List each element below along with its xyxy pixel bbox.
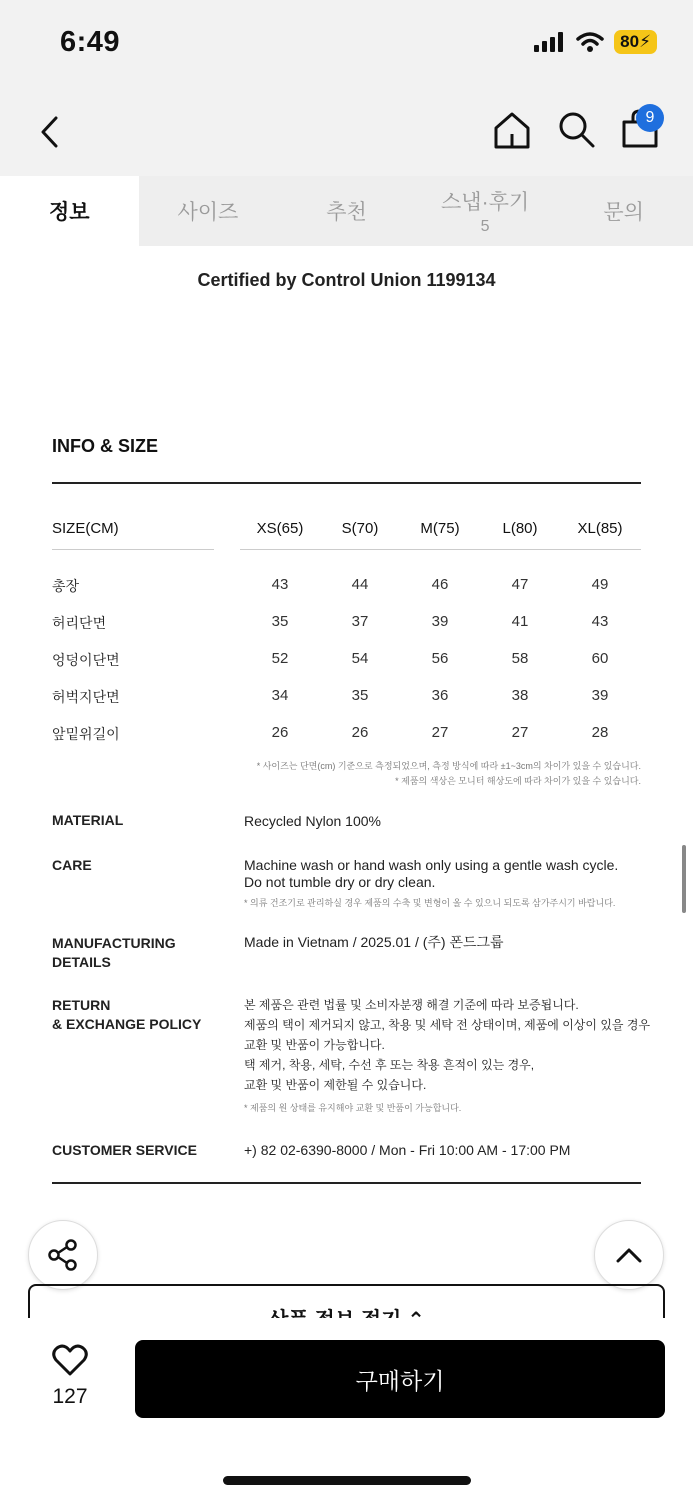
bottom-action-bar xyxy=(0,1318,693,1500)
size-header-label: SIZE(CM) xyxy=(52,520,119,537)
table-cell: 35 xyxy=(271,613,289,630)
table-cell: 43 xyxy=(591,613,609,630)
top-nav xyxy=(0,90,693,176)
table-cell: 35 xyxy=(351,687,369,704)
return-policy-text: 교환 및 반품이 가능합니다. xyxy=(244,1038,385,1052)
tab-reviews[interactable] xyxy=(416,176,555,246)
divider xyxy=(52,1182,641,1184)
cart-count-badge: 9 xyxy=(636,104,664,132)
tab-size[interactable] xyxy=(139,176,278,246)
scroll-top-button[interactable] xyxy=(594,1220,664,1290)
care-note: * 의류 건조기로 관리하실 경우 제품의 수축 및 변형이 올 수 있으니 되도록 삼가주시기 바랍니다. xyxy=(244,898,616,908)
size-table-header xyxy=(52,510,641,550)
table-cell: 34 xyxy=(271,687,289,704)
size-table xyxy=(52,510,641,751)
row-label: 허리단면 xyxy=(52,615,107,631)
table-cell: 56 xyxy=(431,650,449,667)
tab-label: 정보 xyxy=(49,201,90,224)
table-cell: 39 xyxy=(591,687,609,704)
divider xyxy=(240,549,641,550)
table-row xyxy=(52,566,641,603)
return-policy-note: * 제품의 원 상태를 유지해야 교환 및 반품이 가능합니다. xyxy=(244,1103,462,1113)
search-icon[interactable] xyxy=(557,110,597,150)
table-cell: 38 xyxy=(511,687,529,704)
return-policy-text: 교환 및 반품이 제한될 수 있습니다. xyxy=(244,1078,427,1092)
size-column-header: M(75) xyxy=(420,520,460,537)
table-cell: 26 xyxy=(351,724,369,741)
battery-icon: 80⚡ xyxy=(614,30,657,54)
table-cell: 26 xyxy=(271,724,289,741)
return-policy-text: 제품의 택이 제거되지 않고, 착용 및 세탁 전 상태이며, 제품에 이상이 있을 경우 xyxy=(244,1018,651,1032)
certification-text: Certified by Control Union 1199134 xyxy=(197,270,496,290)
row-label: 총장 xyxy=(52,578,80,594)
section-title: INFO & SIZE xyxy=(52,436,159,456)
home-indicator xyxy=(223,1476,471,1485)
table-cell: 37 xyxy=(351,613,369,630)
table-cell: 36 xyxy=(431,687,449,704)
table-cell: 52 xyxy=(271,650,289,667)
tab-label: 문의 xyxy=(603,201,644,224)
like-button[interactable] xyxy=(40,1344,100,1409)
tab-info[interactable] xyxy=(0,176,139,246)
table-row xyxy=(52,603,641,640)
tab-review-count: 5 xyxy=(480,218,490,235)
share-icon xyxy=(46,1238,80,1272)
color-note: * 제품의 색상은 모니터 해상도에 따라 차이가 있을 수 있습니다. xyxy=(395,776,641,786)
table-cell: 47 xyxy=(511,576,529,593)
table-cell: 39 xyxy=(431,613,449,630)
buy-button[interactable]: 구매하기 xyxy=(135,1340,665,1418)
manufacturing-value: Made in Vietnam / 2025.01 / (주) 폰드그룹 xyxy=(244,934,504,950)
manufacturing-label: MANUFACTURING xyxy=(52,935,176,951)
table-cell: 27 xyxy=(431,724,449,741)
tab-label: 사이즈 xyxy=(177,201,239,224)
battery-level: 80 xyxy=(620,32,640,51)
table-cell: 46 xyxy=(431,576,449,593)
material-value: Recycled Nylon 100% xyxy=(244,813,381,829)
material-label: MATERIAL xyxy=(52,812,124,828)
size-column-header: S(70) xyxy=(341,520,379,537)
divider xyxy=(52,549,214,550)
status-icons xyxy=(534,30,657,54)
tab-label: 추천 xyxy=(326,201,367,224)
like-count: 127 xyxy=(52,1385,88,1408)
status-time: 6:49 xyxy=(60,26,121,58)
table-cell: 60 xyxy=(591,650,609,667)
return-policy-label: RETURN xyxy=(52,997,111,1013)
table-cell: 28 xyxy=(591,724,609,741)
row-label: 허벅지단면 xyxy=(52,689,120,705)
manufacturing-label: DETAILS xyxy=(52,954,111,970)
size-note: * 사이즈는 단면(cm) 기준으로 측정되었으며, 측정 방식에 따라 ±1~3cm의 차이가 있을 수 있습니다. xyxy=(256,761,641,771)
table-cell: 43 xyxy=(271,576,289,593)
row-label: 엉덩이단면 xyxy=(52,652,120,668)
status-bar xyxy=(0,0,693,90)
table-row xyxy=(52,677,641,714)
table-row xyxy=(52,640,641,677)
customer-service-value: +) 82 02-6390-8000 / Mon - Fri 10:00 AM - 17:00 PM xyxy=(244,1142,571,1158)
tab-inquiry[interactable] xyxy=(554,176,693,246)
care-label: CARE xyxy=(52,857,92,873)
size-column-header: L(80) xyxy=(502,520,538,537)
care-value: Do not tumble dry or dry clean. xyxy=(244,874,436,890)
back-icon[interactable] xyxy=(36,112,66,152)
divider xyxy=(52,482,641,484)
table-cell: 49 xyxy=(591,576,609,593)
share-button[interactable] xyxy=(28,1220,98,1290)
care-value: Machine wash or hand wash only using a gentle wash cycle. xyxy=(244,857,619,873)
tab-label: 스냅·후기 xyxy=(441,191,530,214)
scrollbar[interactable] xyxy=(682,845,686,913)
tab-recommend[interactable] xyxy=(277,176,416,246)
product-tabs xyxy=(0,176,693,246)
wifi-icon xyxy=(576,31,604,53)
return-policy-text: 본 제품은 관련 법률 및 소비자분쟁 해결 기준에 따라 보증됩니다. xyxy=(244,998,579,1012)
table-cell: 54 xyxy=(351,650,369,667)
size-column-header: XS(65) xyxy=(256,520,304,537)
customer-service-label: CUSTOMER SERVICE xyxy=(52,1142,197,1158)
home-icon[interactable] xyxy=(492,110,532,150)
table-row xyxy=(52,714,641,751)
size-column-header: XL(85) xyxy=(577,520,623,537)
row-label: 앞밑위길이 xyxy=(52,726,120,742)
table-cell: 44 xyxy=(351,576,369,593)
return-policy-text: 택 제거, 착용, 세탁, 수선 후 또는 착용 흔적이 있는 경우, xyxy=(244,1058,535,1072)
table-cell: 41 xyxy=(511,613,529,630)
table-cell: 58 xyxy=(511,650,529,667)
signal-icon xyxy=(534,32,566,52)
chevron-up-icon xyxy=(614,1245,644,1265)
heart-icon xyxy=(52,1344,88,1376)
return-policy-label: & EXCHANGE POLICY xyxy=(52,1016,202,1032)
table-cell: 27 xyxy=(511,724,529,741)
